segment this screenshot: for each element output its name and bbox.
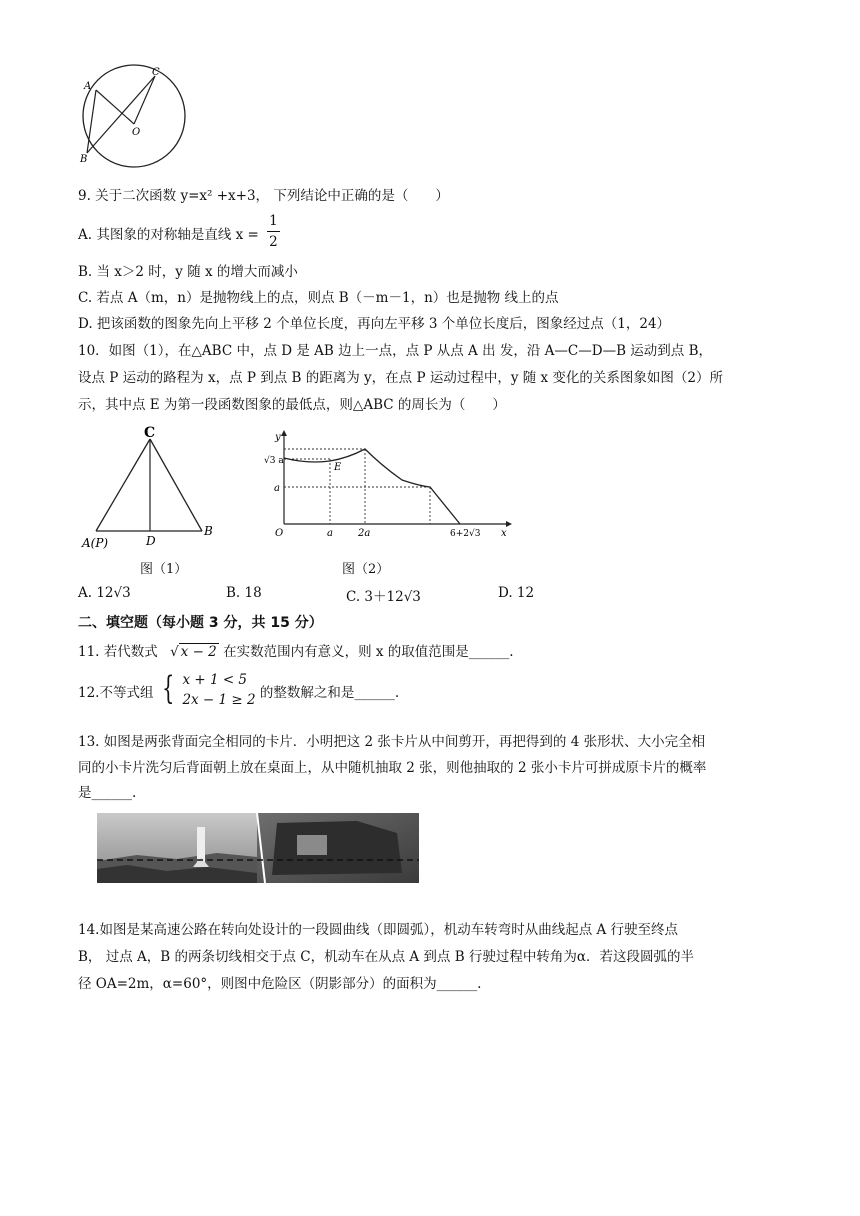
label-o: O	[275, 528, 284, 539]
label-o: O	[132, 127, 141, 138]
q11	[78, 640, 514, 660]
q12-pre: 12.不等式组	[78, 685, 154, 701]
q14-line2: B， 过点 A，B 的两条切线相交于点 C，机动车在从点 A 到点 B 行驶过程中转角为α．若这段圆弧的半	[78, 949, 695, 965]
q11-pre: 11. 若代数式	[78, 644, 158, 660]
circle-figure	[78, 64, 190, 168]
q11-post: 在实数范围内有意义，则 x 的取值范围是______.	[223, 644, 514, 660]
q10-line3: 示，其中点 E 为第一段函数图象的最低点，则△ABC 的周长为（ ）	[78, 397, 506, 413]
q9-option-d: D. 把该函数的图象先向上平移 2 个单位长度，再向左平移 3 个单位长度后，图象经过点（1，24）	[78, 316, 671, 332]
q12	[78, 668, 399, 712]
q9-fraction	[267, 211, 280, 252]
q9-stem: 9. 关于二次函数 y=x² +x+3， 下列结论中正确的是（ ）	[78, 188, 449, 204]
cards-photo	[97, 813, 419, 883]
q14-line3: 径 OA=2m，α=60°，则图中危险区（阴影部分）的面积为______.	[78, 976, 482, 992]
q14-line1: 14.如图是某高速公路在转向处设计的一段圆曲线（即圆弧），机动车转弯时从曲线起点 A 行驶至终点	[78, 922, 679, 938]
tick-a-x: a	[327, 528, 333, 539]
label-c: C	[144, 425, 156, 441]
q12-row1: x + 1 < 5	[182, 672, 248, 688]
q13-line1: 13. 如图是两张背面完全相同的卡片．小明把这 2 张卡片从中间剪开，再把得到的 4 张形状、大小完全相	[78, 734, 706, 750]
q10-line1: 10．如图（1），在△ABC 中，点 D 是 AB 边上一点，点 P 从点 A 出 发，沿 A—C—D—B 运动到点 B，	[78, 343, 713, 359]
triangle-figure	[80, 425, 230, 555]
q10-line2: 设点 P 运动的路程为 x，点 P 到点 B 的距离为 y，在点 P 运动过程中，y 随 x 变化的关系图象如图（2）所	[78, 370, 724, 386]
q12-row2: 2x − 1 ≥ 2	[182, 692, 256, 708]
tick-a-y: a	[274, 483, 280, 494]
tick-end: 6+2√3	[450, 529, 481, 539]
sqrt-symbol: √	[170, 644, 179, 660]
q13-line2: 同的小卡片洗匀后背面朝上放在桌面上，从中随机抽取 2 张，则他抽取的 2 张小卡片可拼成原卡片的概率	[78, 760, 707, 776]
q9-option-b: B. 当 x＞2 时，y 随 x 的增大而减小	[78, 264, 298, 280]
tick-sqrt3a: √3 a	[264, 456, 284, 466]
q13-line3: 是______.	[78, 785, 137, 801]
label-d: D	[146, 534, 156, 548]
q9-option-a	[78, 211, 280, 255]
q12-system	[182, 670, 255, 710]
fraction-denominator: 2	[269, 234, 278, 250]
axis-label-x: x	[501, 528, 507, 539]
figure1-caption: 图（1）	[140, 562, 188, 577]
label-a: A	[84, 81, 92, 92]
brace: {	[161, 669, 175, 707]
label-e: E	[334, 462, 342, 473]
graph-figure	[262, 428, 512, 546]
label-c: C	[152, 67, 160, 78]
label-b: B	[204, 524, 213, 538]
q12-post: 的整数解之和是______.	[259, 685, 400, 701]
figure2-caption: 图（2）	[342, 562, 390, 577]
q11-radicand: x − 2	[180, 644, 217, 660]
q9-option-a-text: A. 其图象的对称轴是直线 x =	[78, 227, 259, 243]
axis-label-y: y	[275, 432, 281, 443]
fraction-numerator: 1	[267, 211, 280, 232]
section-heading: 二、填空题（每小题 3 分，共 15 分）	[78, 615, 323, 631]
label-ap: A(P)	[82, 536, 109, 550]
label-b: B	[80, 154, 88, 165]
q9-option-c: C. 若点 A（m，n）是抛物线上的点，则点 B（－m－1，n）也是抛物 线上的点	[78, 290, 559, 306]
q10-option-d: D. 12	[498, 585, 535, 601]
q10-option-b: B. 18	[226, 585, 262, 601]
tick-2a: 2a	[358, 528, 371, 539]
q10-option-c: C. 3＋12√3	[346, 589, 421, 605]
q10-option-a: A. 12√3	[78, 585, 131, 601]
